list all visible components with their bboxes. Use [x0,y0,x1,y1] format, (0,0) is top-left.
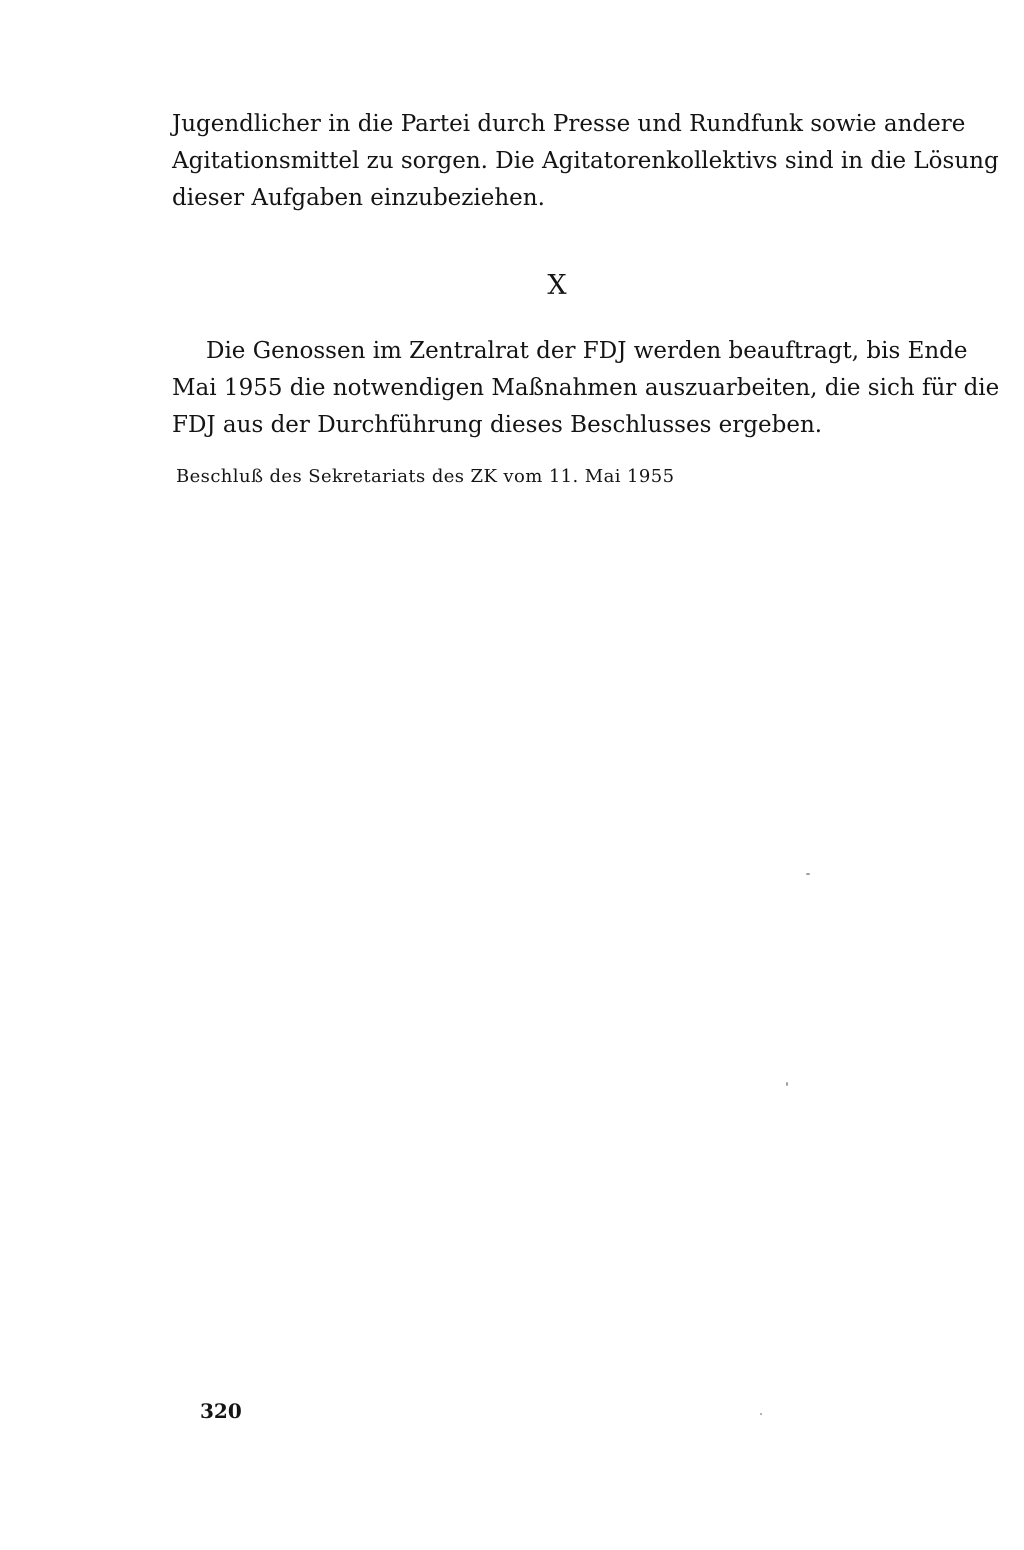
scan-speck [786,1082,788,1086]
body-paragraph-2 [172,333,1000,444]
paragraph-1-line-1: Jugendlicher in die Partei durch Presse und Rundfunk sowie andere [172,111,966,137]
scan-speck [760,1413,762,1415]
scan-speck [806,873,810,875]
section-heading-numeral: X [547,270,567,301]
paragraph-2-line-3: FDJ aus der Durchführung dieses Beschlusses ergeben. [172,412,823,438]
body-paragraph-1 [172,106,999,217]
resolution-source-note: Beschluß des Sekretariats des ZK vom 11. Mai 1955 [176,466,675,487]
paragraph-2-line-2: Mai 1955 die notwendigen Maßnahmen auszuarbeiten, die sich für die [172,375,1000,401]
paragraph-1-line-3: dieser Aufgaben einzubeziehen. [172,185,545,211]
paragraph-2-line-1: Die Genossen im Zentralrat der FDJ werden beauftragt, bis Ende [206,338,968,364]
paragraph-1-line-2: Agitationsmittel zu sorgen. Die Agitatorenkollektivs sind in die Lösung [172,148,999,174]
page-number: 320 [200,1399,242,1423]
